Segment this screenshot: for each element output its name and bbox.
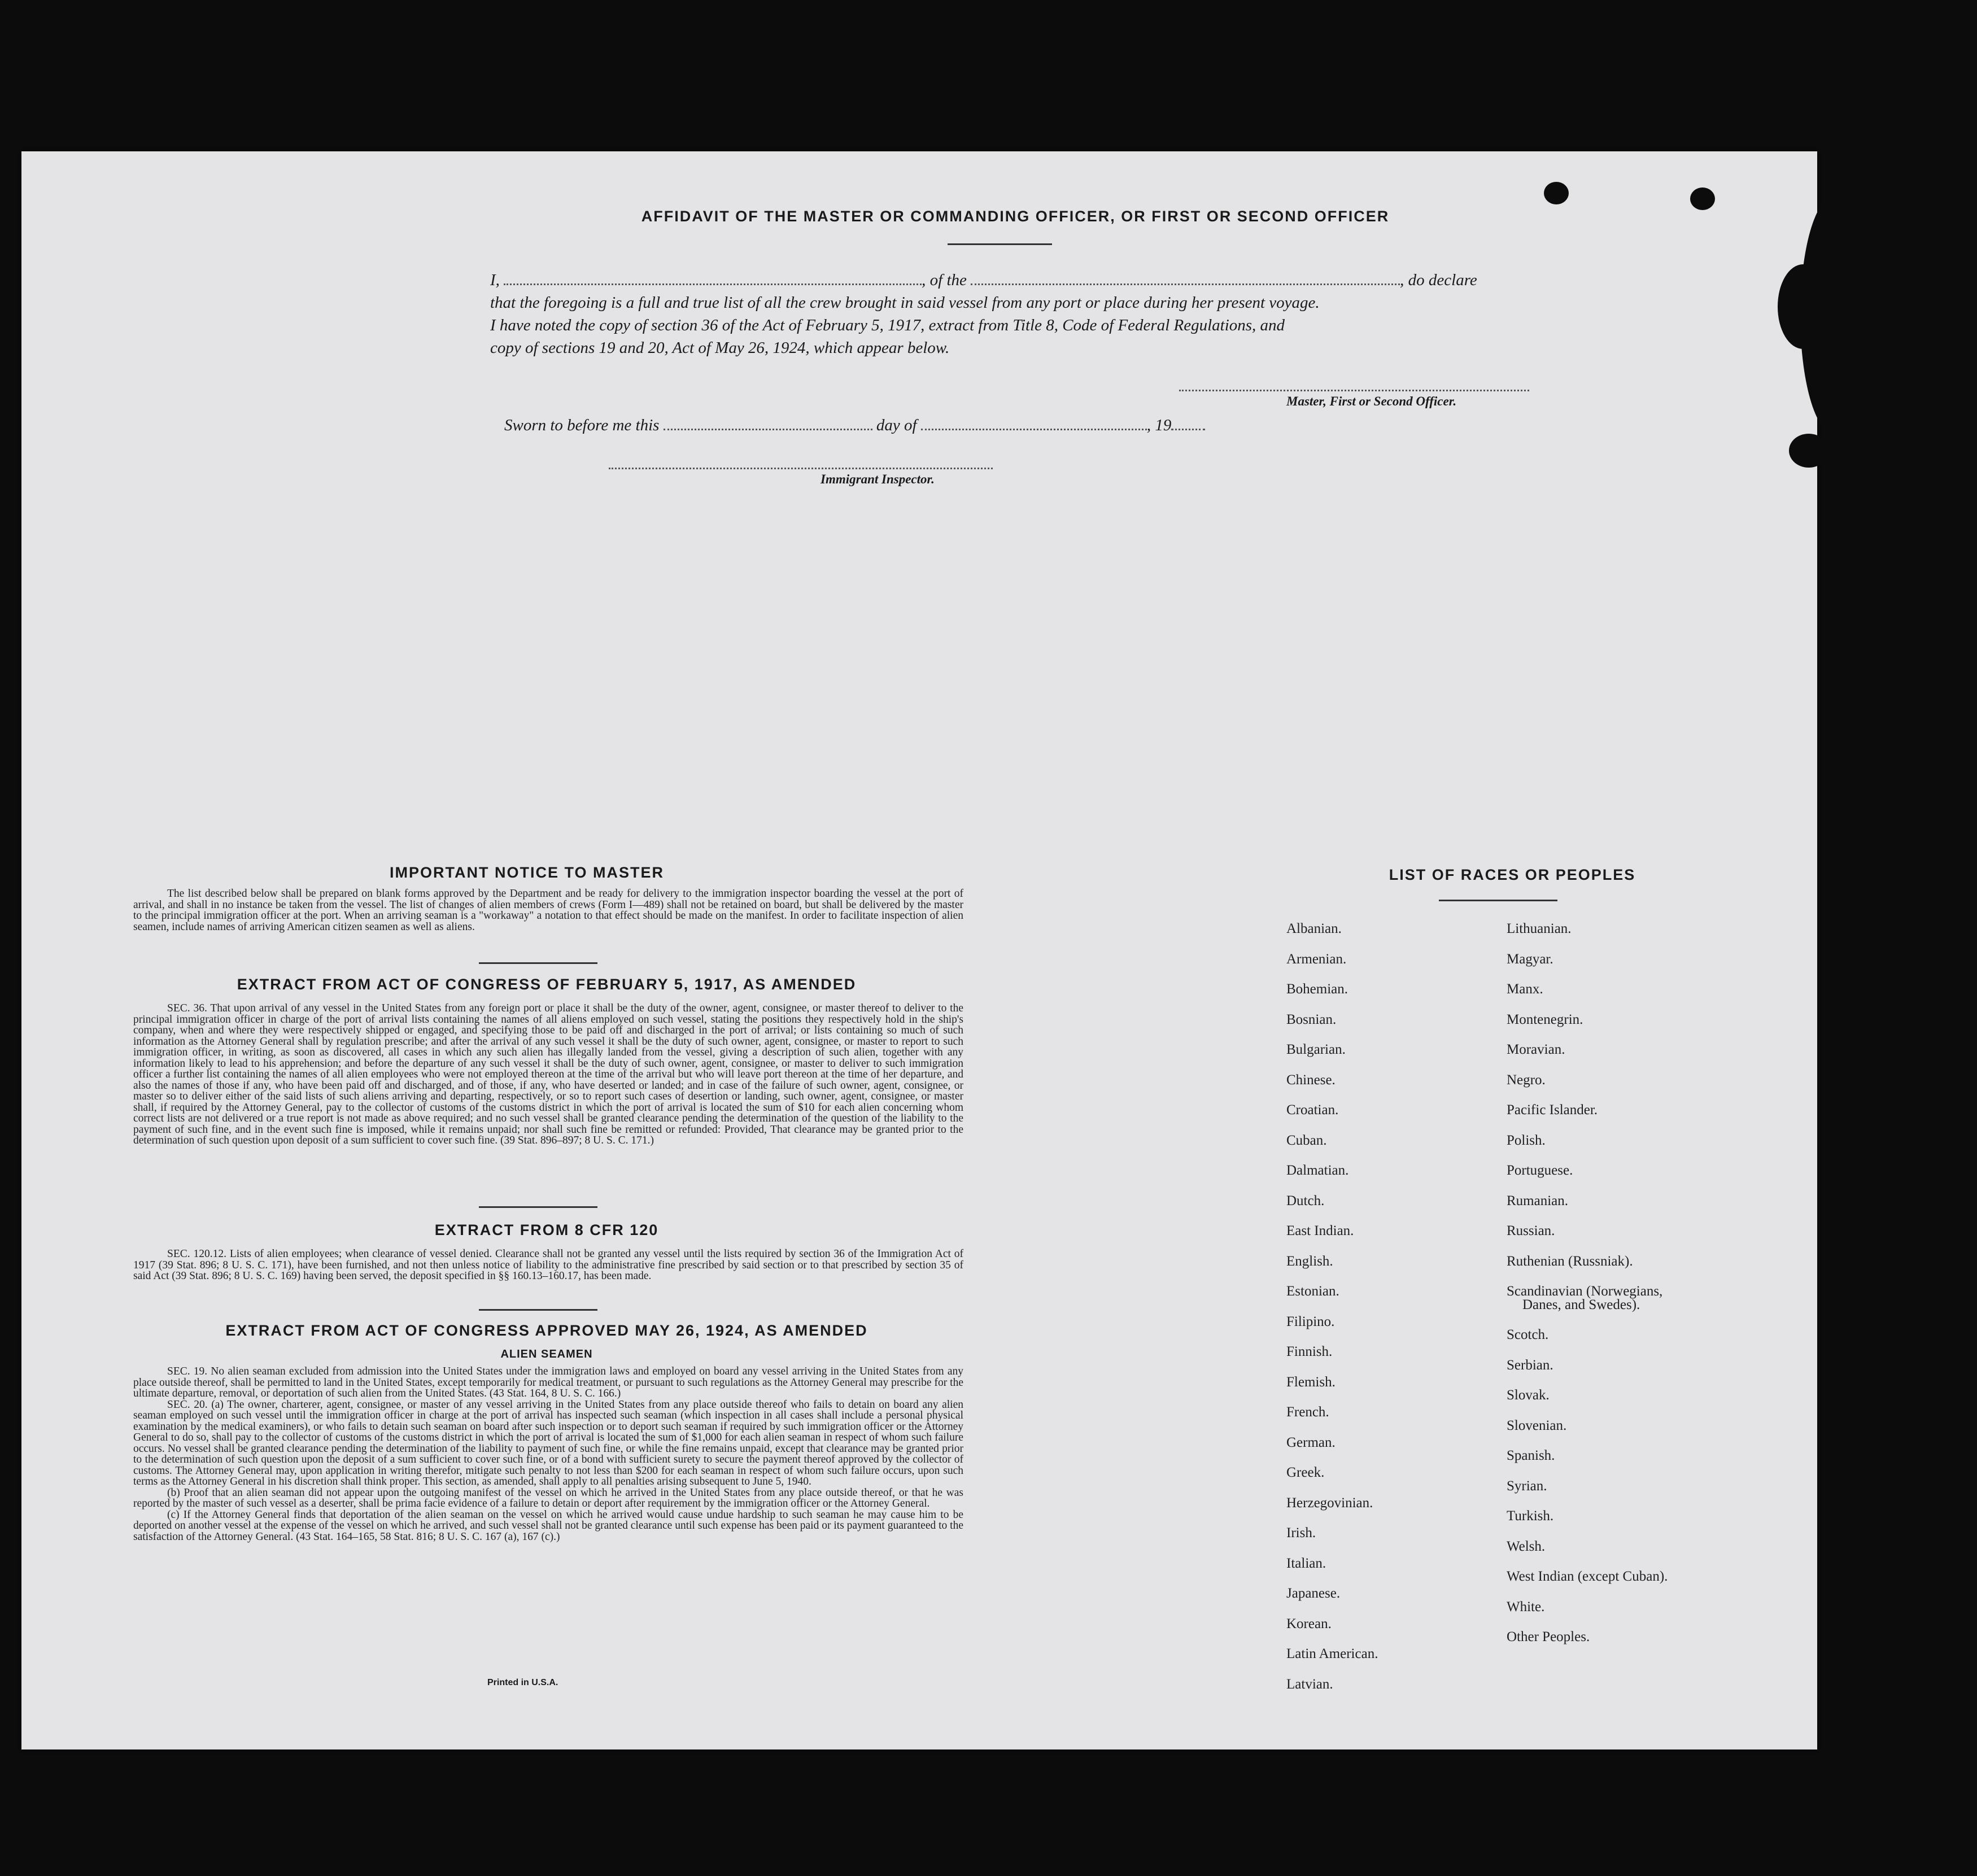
race-item: Other Peoples. [1507, 1629, 1590, 1644]
vessel-field[interactable] [971, 271, 1400, 285]
race-item: Latvian. [1286, 1676, 1333, 1692]
race-item: Filipino. [1286, 1314, 1335, 1329]
race-item: Dalmatian. [1286, 1163, 1349, 1178]
race-item: Finnish. [1286, 1344, 1333, 1359]
race-item: Scotch. [1507, 1327, 1549, 1342]
race-item: Slovenian. [1507, 1417, 1567, 1433]
inspector-caption: Immigrant Inspector. [821, 472, 935, 486]
punch-hole [1880, 1586, 1906, 1612]
race-item: Russian. [1507, 1223, 1555, 1238]
extract-cfr-body: SEC. 120.12. Lists of alien employees; when clearance of vessel denied. Clearance shall not be granted any vessel until the lists required by section 36 of the Immigration Act of 1917 (39 Stat. 896; 8 U. S. C. 171), have been furnished, and not then unless notice of liability to the administrative fine prescribed by said section or to that prescribed by section 35 of said Act (39 Stat. 896; 8 U. S. C. 169) having been served, the deposit specified in §§ 160.13–160.17, has been made. [133, 1248, 963, 1282]
affidavit-line-3: I have noted the copy of section 36 of the Act of February 5, 1917, extract from Title 8, Code of Federal Regulations, and [490, 316, 1285, 334]
punch-hole [1880, 638, 1906, 664]
sec-20-b: (b) Proof that an alien seaman did not appear upon the outgoing manifest of the vessel on which he arrived in the United States from any place outside thereof, or that he was reported by the master of such vessel as a deserter, shall be prima facie evidence of a failure to detain or deport after requirement by the immigration officer or the Attorney General. [133, 1486, 963, 1509]
race-item: Dutch. [1286, 1193, 1325, 1209]
extract-1917-body: SEC. 36. That upon arrival of any vessel in the United States from any foreign port or place it shall be the duty of the owner, agent, consignee, or master thereof to deliver to the principal immigration officer in charge of the port of arrival lists containing the names of all aliens employed on such vessel, stating the positions they respectively hold in the ship's company, when and where they were respectively shipped or engaged, and specifying those to be paid off and discharged in the port of arrival; or lists containing so much of such information as the Attorney General shall by regulation prescribe; and after the arrival of any such vessel it shall be the duty of such owner, agent, consignee, or master to report to such immigration officer, in writing, as soon as discovered, all cases in which any such alien has illegally landed from the vessel, giving a description of such alien, together with any information likely to lead to his apprehension; and before the departure of any such vessel it shall be the duty of such owner, agent, consignee, or master to deliver to such immigration officer a further list containing the names of all alien employees who were not employed thereon at the time of the arrival but who will leave port thereon at the time of her departure, and also the names of those if any, who have been paid off and discharged, and of those, if any, who have deserted or landed; and in case of the failure of such owner, agent, consignee, or master so to deliver either of the said lists of such aliens arriving and departing, respectively, or so to report such cases of desertion or landing, such owner, agent, consignee, or master shall, if required by the Attorney General, pay to the collector of customs of the customs district in which the port of arrival is located the sum of $10 for each alien concerning whom correct lists are not delivered or a true report is not made as above required; and no such vessel shall be granted clearance pending the determination of the question of the liability to the payment of such fine, and in the event such fine is imposed, while it remains unpaid; nor shall such fine be remitted or refunded: Provided, That clearance may be granted prior to the determination of such question upon deposit of a sum sufficient to cover such fine. (39 Stat. 896–897; 8 U. S. C. 171.) [133, 1002, 963, 1146]
race-item: Montenegrin. [1507, 1011, 1583, 1027]
affidavit-line-2: that the foregoing is a full and true list of all the crew brought in said vessel from any port or place during her present voyage. [490, 294, 1320, 312]
race-item: Armenian. [1286, 951, 1347, 967]
race-item: East Indian. [1286, 1223, 1354, 1238]
sworn-day-field[interactable] [664, 416, 872, 430]
race-item: Chinese. [1286, 1072, 1336, 1088]
race-item: German. [1286, 1434, 1336, 1450]
torn-edge [1789, 434, 1828, 468]
race-item: Lithuanian. [1507, 921, 1572, 936]
race-item: Flemish. [1286, 1374, 1336, 1390]
races-title: LIST OF RACES OR PEOPLES [1389, 866, 1636, 883]
race-item: Bulgarian. [1286, 1042, 1346, 1057]
affidavit-line-1: I, , of the , do declare [490, 271, 1477, 289]
extract-1924-title: EXTRACT FROM ACT OF CONGRESS APPROVED MAY 26, 1924, AS AMENDED [225, 1322, 868, 1339]
punch-hole [1881, 1224, 1907, 1250]
punch-hole [1881, 1674, 1907, 1700]
race-item: French. [1286, 1404, 1329, 1420]
race-item: Estonian. [1286, 1284, 1339, 1299]
race-item: Italian. [1286, 1555, 1326, 1571]
race-item: Syrian. [1507, 1478, 1547, 1494]
race-item: Rumanian. [1507, 1193, 1569, 1209]
race-item: Magyar. [1507, 951, 1553, 967]
race-item: Spanish. [1507, 1448, 1555, 1463]
divider [479, 1309, 597, 1311]
race-item: Slovak. [1507, 1388, 1550, 1403]
race-item: Bohemian. [1286, 981, 1348, 997]
race-item: Herzegovinian. [1286, 1495, 1373, 1511]
notice-body: The list described below shall be prepared on blank forms approved by the Department and be ready for delivery to the immigration inspector boarding the vessel at the port of arrival, and shall in no instance be taken from the vessel. The list of changes of alien members of crews (Form I—489) shall not be retained on board, but shall be delivered by the master to the principal immigration officer at the port. When an arriving seaman is a "workaway" a notation to that effect should be made on the manifest. In order to facilitate inspection of alien seamen, include names of arriving American citizen seamen as well as aliens. [133, 888, 963, 933]
race-item: West Indian (except Cuban). [1507, 1569, 1668, 1584]
extract-1917-title: EXTRACT FROM ACT OF CONGRESS OF FEBRUARY 5, 1917, AS AMENDED [237, 976, 857, 993]
sworn-year-field[interactable] [1171, 416, 1205, 430]
race-item: Manx. [1507, 981, 1543, 997]
document-page [21, 151, 1817, 1750]
sworn-line: Sworn to before me this day of , 19 [504, 414, 1566, 437]
race-item: English. [1286, 1253, 1333, 1269]
name-field[interactable] [504, 271, 922, 285]
race-item: Latin American. [1286, 1646, 1378, 1661]
race-item: Greek. [1286, 1465, 1325, 1480]
race-item: Serbian. [1507, 1357, 1553, 1373]
divider [479, 1206, 597, 1208]
extract-1924-body [133, 1366, 963, 1542]
punch-hole [1879, 363, 1905, 389]
race-item: Ruthenian (Russniak). [1507, 1253, 1633, 1269]
race-item: Croatian. [1286, 1102, 1339, 1118]
race-item: Danes, and Swedes). [1522, 1297, 1640, 1312]
race-item: Moravian. [1507, 1042, 1565, 1057]
punch-hole [1882, 726, 1908, 752]
divider [948, 243, 1052, 245]
race-item: Irish. [1286, 1525, 1316, 1541]
affidavit-title: AFFIDAVIT OF THE MASTER OR COMMANDING OFFICER, OR FIRST OR SECOND OFFICER [641, 208, 1390, 225]
races-right-column [1507, 914, 1668, 1652]
divider [479, 962, 597, 964]
master-caption: Master, First or Second Officer. [1286, 394, 1457, 408]
alien-seamen-subtitle: ALIEN SEAMEN [500, 1348, 593, 1360]
race-item: Welsh. [1507, 1538, 1546, 1554]
torn-edge [1778, 264, 1828, 349]
master-signature-field[interactable] [1179, 377, 1529, 391]
race-item: Bosnian. [1286, 1011, 1337, 1027]
race-item: Polish. [1507, 1132, 1546, 1148]
race-item: Negro. [1507, 1072, 1546, 1088]
sec-19: SEC. 19. No alien seaman excluded from admission into the United States under the immigration laws and employed on board any vessel arriving in the United States from any place outside thereof, shall be permitted to land in the United States, except temporarily for medical treatment, or pursuant to such regulations as the Attorney General may prescribe for the ultimate departure, removal, or deportation of such alien from the United States. (43 Stat. 164, 8 U. S. C. 166.) [133, 1365, 963, 1399]
printed-in-usa: Printed in U.S.A. [487, 1678, 558, 1687]
punch-hole [1881, 1313, 1907, 1339]
divider [1439, 900, 1557, 901]
inspector-signature-field[interactable] [609, 455, 993, 469]
race-item: Turkish. [1507, 1508, 1554, 1524]
sec-20-c: (c) If the Attorney General finds that deportation of the alien seaman on the vessel on which he arrived would cause undue hardship to such seaman he may cause him to be deported on another vessel at the expense of the vessel on which he arrived, and such vessel shall not be granted clearance until such expense has been paid or its payment guaranteed to the satisfaction of the Attorney General. (43 Stat. 164–165, 58 Stat. 816; 8 U. S. C. 167 (a), 167 (c).) [133, 1508, 963, 1543]
punch-hole [1690, 187, 1715, 210]
race-item: Korean. [1286, 1616, 1332, 1631]
sec-20-a: SEC. 20. (a) The owner, charterer, agent, consignee, or master of any vessel arriving in the United States from any place outside thereof who fails to detain on board any alien seaman employed on such vessel until the immigration officer in charge at the port of arrival has inspected such seaman (which inspection in all cases shall include a personal physical examination by the medical examiners), or who fails to detain such seaman on board after such inspection or to deport such seaman if required by such immigration officer or the Attorney General to do so, shall pay to the collector of customs of the customs district in which the port of arrival is located the sum of $1,000 for each alien seaman in respect of whom such failure occurs. No vessel shall be granted clearance pending the determination of the liability to payment of such fine, or while the fine remains unpaid, except that clearance may be granted prior to the determination of such question upon the deposit of a sum sufficient to cover such fine, or of a bond with sufficient surety to secure the payment thereof approved by the collector of customs. The Attorney General may, upon application in writing therefor, mitigate such penalty to not less than $200 for each seaman in respect of whom such failure occurs, upon such terms as the Attorney General in his discretion shall think proper. This section, as amended, shall apply to all penalties arising subsequent to June 5, 1940. [133, 1398, 963, 1487]
punch-hole [1544, 182, 1569, 204]
sworn-month-field[interactable] [921, 416, 1147, 430]
race-item: Japanese. [1286, 1586, 1341, 1601]
race-item: Pacific Islander. [1507, 1102, 1598, 1118]
notice-title: IMPORTANT NOTICE TO MASTER [390, 864, 664, 881]
extract-cfr-title: EXTRACT FROM 8 CFR 120 [434, 1221, 659, 1238]
races-left-column [1286, 914, 1378, 1699]
affidavit-line-4: copy of sections 19 and 20, Act of May 26, 1924, which appear below. [490, 339, 950, 357]
race-item: Scandinavian (Norwegians, [1507, 1284, 1663, 1299]
race-item: Portuguese. [1507, 1163, 1573, 1178]
race-item: White. [1507, 1599, 1545, 1615]
race-item: Albanian. [1286, 921, 1342, 936]
race-item: Cuban. [1286, 1132, 1327, 1148]
